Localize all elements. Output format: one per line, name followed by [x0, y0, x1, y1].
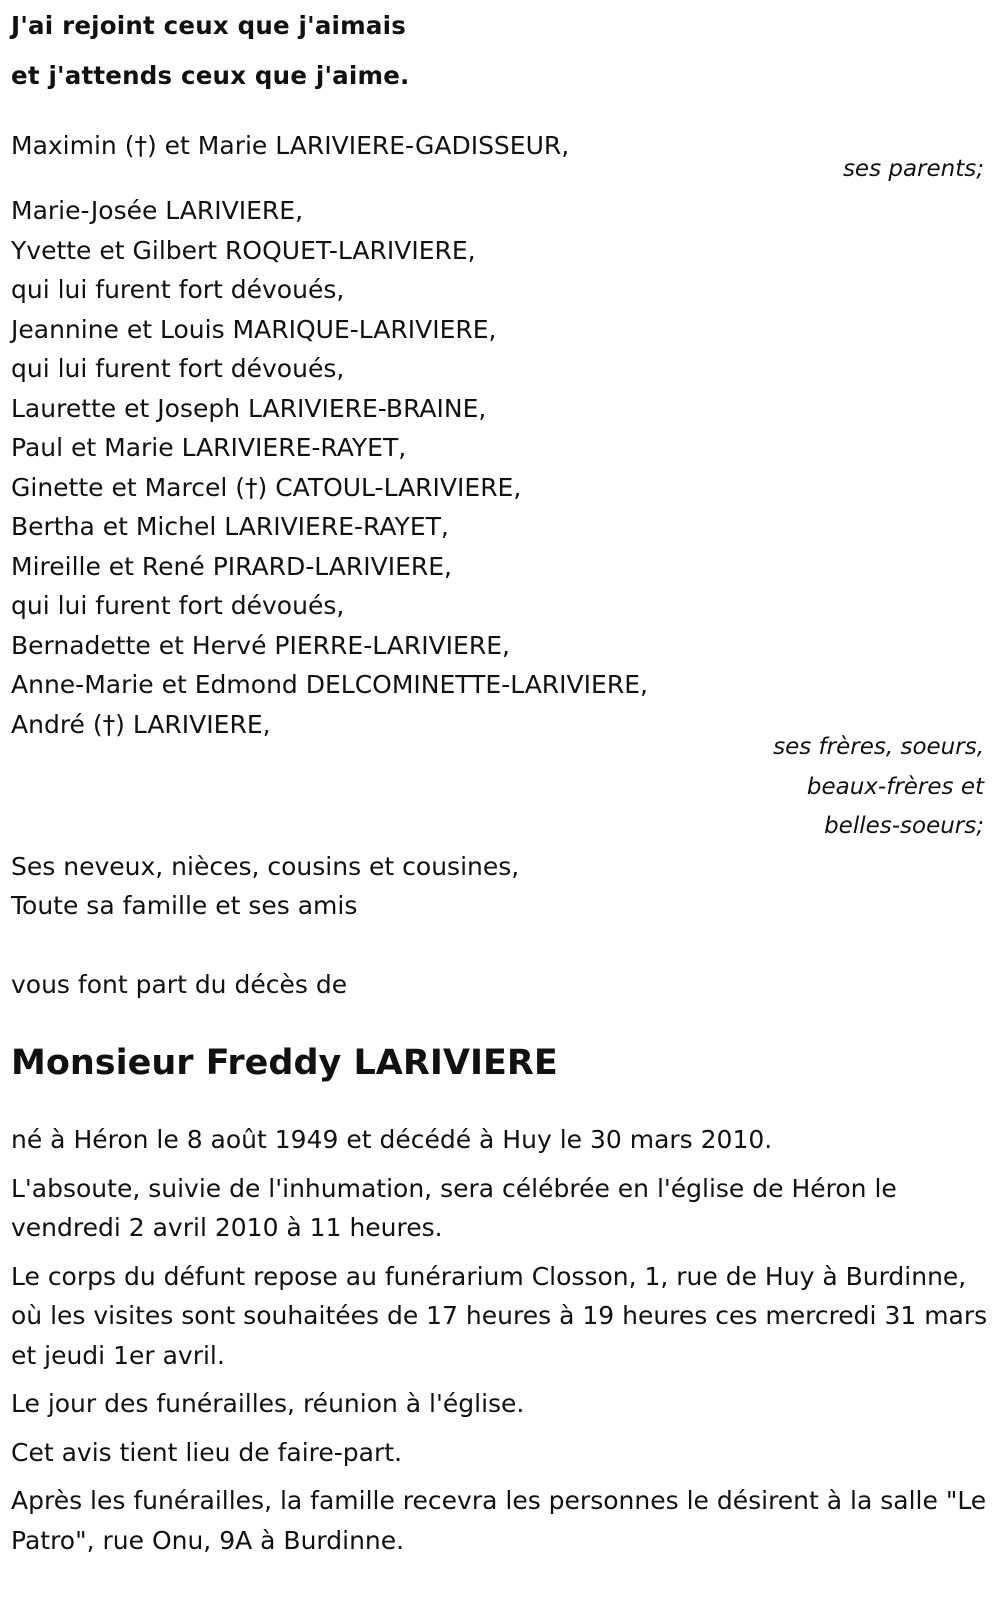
sibling-line: Paul et Marie LARIVIERE-RAYET, [11, 433, 407, 462]
siblings-role-line: beaux-frères et [806, 773, 984, 800]
epigraph-line: J'ai rejoint ceux que j'aimais [11, 11, 406, 40]
paragraph: Le corps du défunt repose au funérarium Closson, 1, rue de Huy à Burdinne, où les visites sont souhaitées de 17 heures à 19 heures ces mercredi 31 mars et jeudi 1er avril. [11, 1261, 988, 1370]
deceased-name: Monsieur Freddy LARIVIERE [11, 1043, 558, 1083]
sibling-line: qui lui furent fort dévoués, [11, 275, 345, 304]
announcement-text: vous font part du décès de [11, 969, 348, 999]
sibling-line: Laurette et Joseph LARIVIERE-BRAINE, [11, 393, 487, 423]
details-block [11, 1120, 988, 1560]
sibling-line: Ginette et Marcel (†) CATOUL-LARIVIERE, [11, 472, 522, 502]
paragraph: L'absoute, suivie de l'inhumation, sera célébrée en l'église de Héron le vendredi 2 avril 2010 à 11 heures. [11, 1173, 897, 1242]
spacer [11, 1088, 988, 1120]
siblings-block [11, 191, 988, 847]
paragraph: Le jour des funérailles, réunion à l'église. [11, 1389, 525, 1418]
parents-role: ses parents; [842, 155, 984, 182]
extended-family-block [11, 847, 988, 926]
siblings-role [11, 728, 988, 847]
spacer [11, 100, 988, 126]
extended-family-line: Ses neveux, nièces, cousins et cousines, [11, 851, 520, 881]
sibling-line: qui lui furent fort dévoués, [11, 591, 345, 620]
sibling-line: André (†) LARIVIERE, [11, 709, 271, 739]
sibling-line: Mireille et René PIRARD-LARIVIERE, [11, 551, 453, 581]
sibling-line: Anne-Marie et Edmond DELCOMINETTE-LARIVIERE, [11, 670, 648, 699]
sibling-line: Marie-Josée LARIVIERE, [11, 196, 304, 225]
siblings-role-line: ses frères, soeurs, [773, 734, 984, 760]
paragraph: Après les funérailles, la famille recevra les personnes le désirent à la salle "Le Patro", rue Onu, 9A à Burdinne. [11, 1486, 987, 1555]
spacer [11, 1004, 988, 1038]
paragraph: né à Héron le 8 août 1949 et décédé à Huy le 30 mars 2010. [11, 1125, 773, 1154]
sibling-line: Bertha et Michel LARIVIERE-RAYET, [11, 512, 449, 541]
sibling-line: qui lui furent fort dévoués, [11, 354, 345, 383]
paragraph: Cet avis tient lieu de faire-part. [11, 1437, 403, 1467]
extended-family-line: Toute sa famille et ses amis [11, 891, 358, 920]
epigraph-line: et j'attends ceux que j'aime. [11, 61, 410, 90]
parents-names: Maximin (†) et Marie LARIVIERE-GADISSEUR, [11, 131, 570, 160]
parents-block [11, 126, 988, 189]
epigraph [11, 0, 988, 100]
sibling-line: Jeannine et Louis MARIQUE-LARIVIERE, [11, 314, 497, 344]
sibling-line: Bernadette et Hervé PIERRE-LARIVIERE, [11, 630, 510, 660]
siblings-role-line: belles-soeurs; [824, 813, 984, 839]
sibling-line: Yvette et Gilbert ROQUET-LARIVIERE, [11, 235, 476, 265]
spacer [11, 926, 988, 965]
